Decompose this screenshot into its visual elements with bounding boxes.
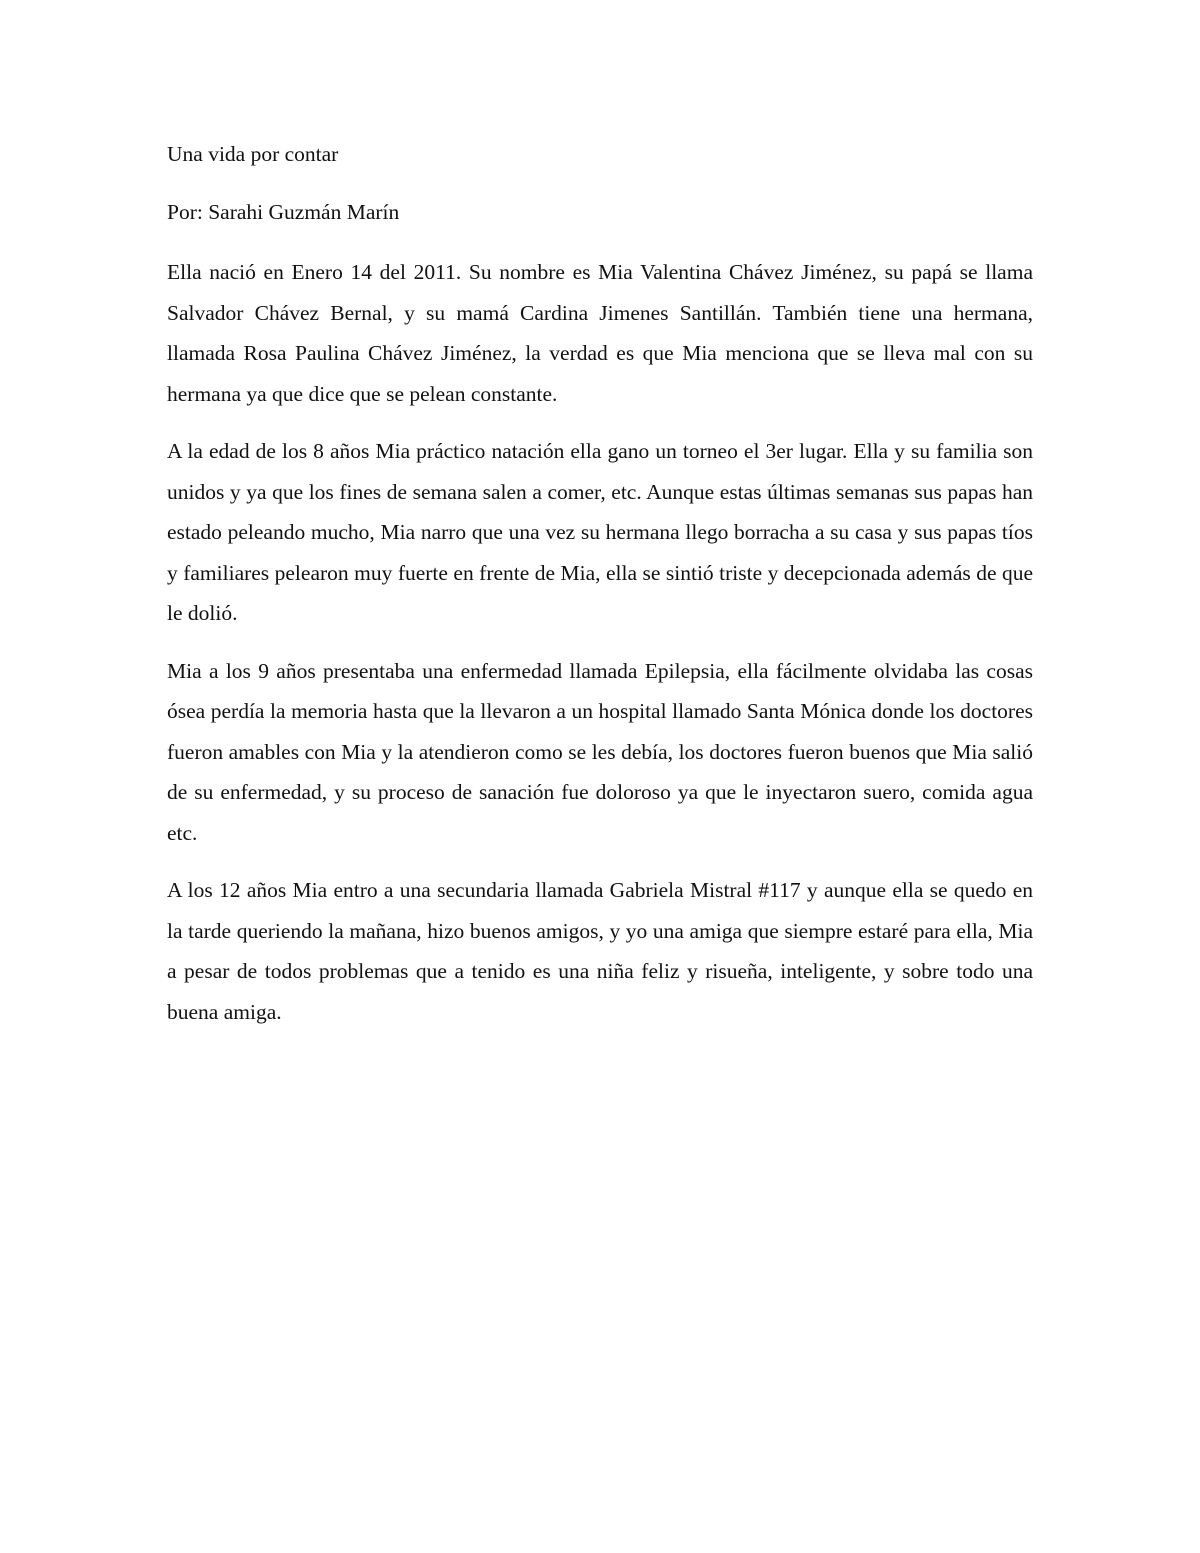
document-author: Por: Sarahi Guzmán Marín	[167, 200, 400, 224]
document-body	[167, 138, 1033, 1049]
document-title: Una vida por contar	[167, 142, 339, 166]
paragraph-school-friendship: A los 12 años Mia entro a una secundaria llamada Gabriela Mistral #117 y aunque ella se quedo en la tarde queriendo la mañana, hizo buenos amigos, y yo una amiga que siempre estaré para ella, Mia a pesar de todos problemas que a tenido es una niña feliz y risueña, inteligente, y sobre todo una buena amiga.	[167, 878, 1033, 1024]
paragraph-birth-family: Ella nació en Enero 14 del 2011. Su nombre es Mia Valentina Chávez Jiménez, su papá se llama Salvador Chávez Bernal, y su mamá Cardina Jimenes Santillán. También tiene una hermana, llamada Rosa Paulina Chávez Jiménez, la verdad es que Mia menciona que se lleva mal con su hermana ya que dice que se pelean constante.	[167, 260, 1033, 406]
paragraph-illness: Mia a los 9 años presentaba una enfermedad llamada Epilepsia, ella fácilmente olvidaba las cosas ósea perdía la memoria hasta que la llevaron a un hospital llamado Santa Mónica donde los doctores fueron amables con Mia y la atendieron como se les debía, los doctores fueron buenos que Mia salió de su enfermedad, y su proceso de sanación fue doloroso ya que le inyectaron suero, comida agua etc.	[167, 658, 1033, 845]
paragraph-swimming-family: A la edad de los 8 años Mia práctico natación ella gano un torneo el 3er lugar. Ella y su familia son unidos y ya que los fines de semana salen a comer, etc. Aunque estas últimas semanas sus papas han estado peleando mucho, Mia narro que una vez su hermana llego borracha a su casa y sus papas tíos y familiares pelearon muy fuerte en frente de Mia, ella se sintió triste y decepcionada además de que le dolió.	[167, 439, 1033, 625]
